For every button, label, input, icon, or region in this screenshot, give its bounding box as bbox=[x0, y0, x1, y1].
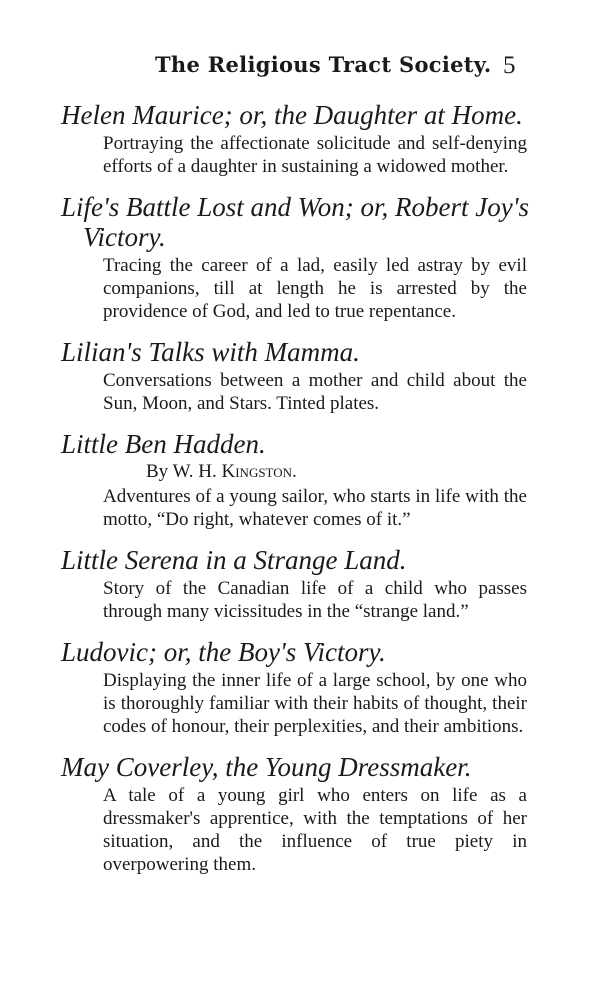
catalogue-entry-little-ben-hadden bbox=[0, 429, 593, 531]
byline-prefix: By W. H. bbox=[146, 461, 217, 482]
page-number: 5 bbox=[503, 52, 516, 79]
running-head: The Religious Tract Society. bbox=[155, 52, 492, 77]
catalogue-entry-ludovic bbox=[0, 637, 593, 738]
entry-title: Little Ben Hadden. bbox=[61, 429, 266, 459]
entry-description: Tracing the career of a lad, easily led astray by evil companions, till at length he is arrested by the providence of God, and led to true repentance. bbox=[103, 255, 527, 322]
entry-title: Ludovic; or, the Boy's Victory. bbox=[61, 637, 386, 667]
entry-description: Displaying the inner life of a large school, by one who is thoroughly familiar with their habits of thought, their codes of honour, their perplexities, and their ambitions. bbox=[103, 670, 527, 737]
entry-title: Lilian's Talks with Mamma. bbox=[61, 337, 360, 367]
entry-title: Helen Maurice; or, the Daughter at Home. bbox=[61, 100, 523, 130]
entry-description: Conversations between a mother and child about the Sun, Moon, and Stars. Tinted plates. bbox=[103, 370, 527, 414]
entry-byline bbox=[0, 461, 593, 483]
byline-author: Kingston. bbox=[221, 461, 297, 482]
entry-description: Portraying the affectionate solicitude and self-denying efforts of a daughter in sustaining a widowed mother. bbox=[103, 133, 527, 177]
entry-description: Adventures of a young sailor, who starts in life with the motto, “Do right, whatever comes of it.” bbox=[103, 486, 527, 530]
entry-title: Life's Battle Lost and Won; or, Robert Joy's Victory. bbox=[61, 192, 530, 252]
catalogue-list bbox=[0, 100, 593, 876]
catalogue-entry-helen-maurice bbox=[0, 100, 593, 178]
entry-description: A tale of a young girl who enters on life as a dressmaker's apprentice, with the temptations of her situation, and the influence of true piety in overpowering them. bbox=[103, 785, 527, 875]
entry-title: May Coverley, the Young Dressmaker. bbox=[61, 752, 472, 782]
catalogue-entry-lilians-talks bbox=[0, 337, 593, 415]
entry-description: Story of the Canadian life of a child who passes through many vicissitudes in the “strange land.” bbox=[103, 578, 527, 622]
entry-title: Little Serena in a Strange Land. bbox=[61, 545, 407, 575]
catalogue-entry-may-coverley bbox=[0, 752, 593, 876]
catalogue-entry-lifes-battle bbox=[0, 192, 593, 323]
page-header bbox=[0, 52, 593, 92]
catalogue-entry-little-serena bbox=[0, 545, 593, 623]
